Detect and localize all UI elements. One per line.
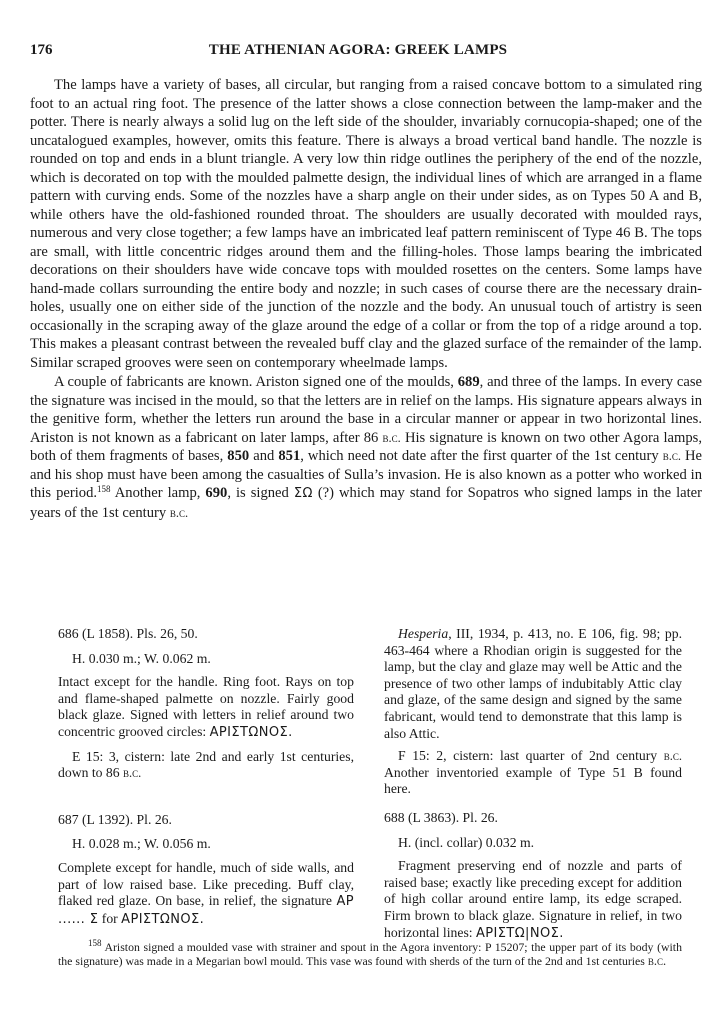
catalogue-ref-690: 690	[205, 485, 228, 501]
greek-inscription: ΑΡΙΣΤΩΝΟΣ.	[209, 724, 293, 740]
text-run: He and his shop must have been among the casualties of Sulla’s invasion. He is also known as a potter who worked in this period.	[30, 448, 703, 501]
era-abbrev: b.c.	[663, 749, 682, 764]
catalogue-column-left	[58, 626, 354, 928]
text-run: and	[253, 448, 275, 464]
entry-number: 687	[58, 811, 79, 827]
entry-number: 686	[58, 626, 79, 641]
entry-dimensions: H. (incl. collar) 0.032 m.	[398, 834, 535, 850]
entry-heading	[58, 626, 354, 643]
paragraph-fabricants	[30, 373, 702, 522]
entry-dimensions: H. 0.028 m.; W. 0.056 m.	[72, 836, 211, 852]
era-abbrev: b.c.	[647, 954, 667, 969]
text-run: , is signed	[227, 485, 289, 501]
catalogue-entry-686	[58, 626, 354, 782]
greek-inscription: ΑΡΙΣΤΩΝΟΣ.	[121, 911, 205, 927]
text-run: , which need not date after the first quarter of the 1st century	[300, 448, 659, 464]
entry-heading	[384, 810, 682, 827]
entry-description	[58, 860, 354, 928]
era-abbrev: b.c.	[169, 505, 189, 520]
era-abbrev: b.c.	[123, 766, 142, 781]
running-header	[30, 42, 686, 62]
entry-number: 688	[384, 809, 405, 825]
bibliographic-reference	[384, 626, 682, 742]
entry-heading	[58, 812, 354, 829]
catalogue-ref-851: 851	[278, 448, 301, 464]
text-run: Another inventoried example of Type 51 B found here.	[384, 764, 682, 797]
catalogue-entry-688	[384, 810, 682, 942]
entry-dimensions: H. 0.030 m.; W. 0.062 m.	[72, 650, 211, 666]
entry-context	[58, 749, 354, 782]
catalogue-ref-689: 689	[457, 374, 480, 390]
entry-context	[384, 748, 682, 798]
body-text	[30, 76, 702, 522]
greek-signature: ΣΩ	[293, 486, 313, 501]
entry-heading-text: (L 1392). Pl. 26.	[81, 811, 172, 827]
catalogue-column-right	[384, 626, 682, 942]
text-run: Fragment preserving end of nozzle and parts of raised base; exactly like preceding except for addition of high collar around entire lamp, its edge scraped. Firm brown to black glaze. Signature in relief, in two horizontal lines:	[384, 858, 682, 940]
text-run: E 15: 3, cistern: late 2nd and early 1st centuries, down to 86	[58, 748, 354, 781]
entry-description	[58, 674, 354, 741]
entry-description	[384, 858, 682, 942]
entry-heading-text: (L 1858). Pls. 26, 50.	[81, 626, 198, 641]
footnote	[58, 940, 682, 968]
footnote-number: 158	[88, 938, 102, 948]
greek-inscription: ΑΡΙΣΤΩ|ΝΟΣ.	[476, 925, 564, 941]
era-abbrev: b.c.	[382, 430, 401, 445]
text-run: Complete except for handle, much of side walls, and part of low raised base. Like preceding. Buff clay, flaked red glaze. On base, in relief, the signature	[58, 859, 354, 909]
text-run: Another lamp,	[114, 485, 201, 501]
paragraph-lamp-description: The lamps have a variety of bases, all circular, but ranging from a raised concave bottom to a simulated ring foot to an actual ring foot. The presence of the latter shows a close connection between the lamp-maker and the potter. There is nearly always a solid lug on the left side of the shoulder, invariably cornucopia-shaped; one of the uncatalogued examples, however, omits this feature. There is always a broad vertical band handle. The nozzle is rounded on top and ends in a blunt triangle. A very low thin ridge outlines the periphery of the end of the nozzle, which is decorated on top with the moulded palmette design, the individual lines of which are arranged in a flame pattern with curving ends. Some of the nozzles have a sharp angle on their under sides, as on Types 50 A and B, while others have the old-fashioned rounded throat. The shoulders are usually decorated with moulded rays, numerous and very close together; a few lamps have an imbricated leaf pattern reminiscent of Type 46 B. The tops are small, with little concentric ridges around them and the filling-holes. Those lamps bearing the imbricated decorations on their shoulders have wide concave tops with moulded rosettes on the centers. Some lamps have hand-made collars surrounding the entire body and nozzle; in such cases of course there are the necessary drain-holes, usually one on either side of the junction of the nozzle and the body. An unusual touch of artistry is seen occasionally in the scraping away of the glaze around the edge of a collar or from the top of a ridge around a top. This makes a pleasant contrast between the revealed buff clay and the glazed surface of the remainder of the lamp. Similar scraped grooves were seen on contemporary wheelmade lamps.	[30, 77, 702, 371]
entry-heading-text: (L 3863). Pl. 26.	[407, 809, 498, 825]
running-title: THE ATHENIAN AGORA: GREEK LAMPS	[208, 42, 508, 58]
text-run: A couple of fabricants are known. Ariston signed one of the moulds,	[54, 374, 454, 390]
footnote-marker: 158	[97, 484, 111, 494]
text-run: , III, 1934, p. 413, no. E 106, fig. 98; pp. 463-464 where a Rhodian origin is suggested for the lamp, but the clay and glaze may well be Attic and the presence of two other lamps of indubitably Attic clay and glaze, of the same design and signed by the same fabricant, would tend to demonstrate that this lamp is also Attic.	[384, 626, 682, 741]
catalogue-ref-850: 850	[227, 448, 250, 464]
text-run: , and three of the lamps. In every case the signature was incised in the mould, so that the letters are in relief on the lamps. His signature appears always in the genitive form, whether the letters run around the base in a circular manner or appear in two horizontal lines. Ariston is not known as a fabricant on later lamps, after 86	[30, 374, 703, 446]
journal-title: Hesperia	[398, 626, 449, 641]
catalogue-entry-687	[58, 812, 354, 929]
text-run: His signature is known on two other Agora lamps, both of them fragments of bases,	[30, 429, 702, 464]
text-run: Ariston signed a moulded vase with strainer and spout in the Agora inventory: P 15207; the upper part of its body (with the signature) was made in a Megarian bowl mould. This vase was found with sherds of the turn of the 2nd and 1st centuries	[58, 940, 682, 969]
page-number: 176	[30, 42, 53, 58]
greek-inscription: ΑΡ ...... Σ	[58, 894, 354, 927]
text-run: for	[101, 910, 118, 926]
text-run: F 15: 2, cistern: last quarter of 2nd century	[398, 748, 658, 764]
text-run: (?) which may stand for Sopatros who signed lamps in the later years of the 1st century	[30, 485, 702, 521]
era-abbrev: b.c.	[662, 449, 681, 463]
text-run: Intact except for the handle. Ring foot. Rays on top and flame-shaped palmette on nozzle. Fairly good black glaze. Signed with letters in relief around two concentric grooved circles:	[58, 674, 354, 739]
